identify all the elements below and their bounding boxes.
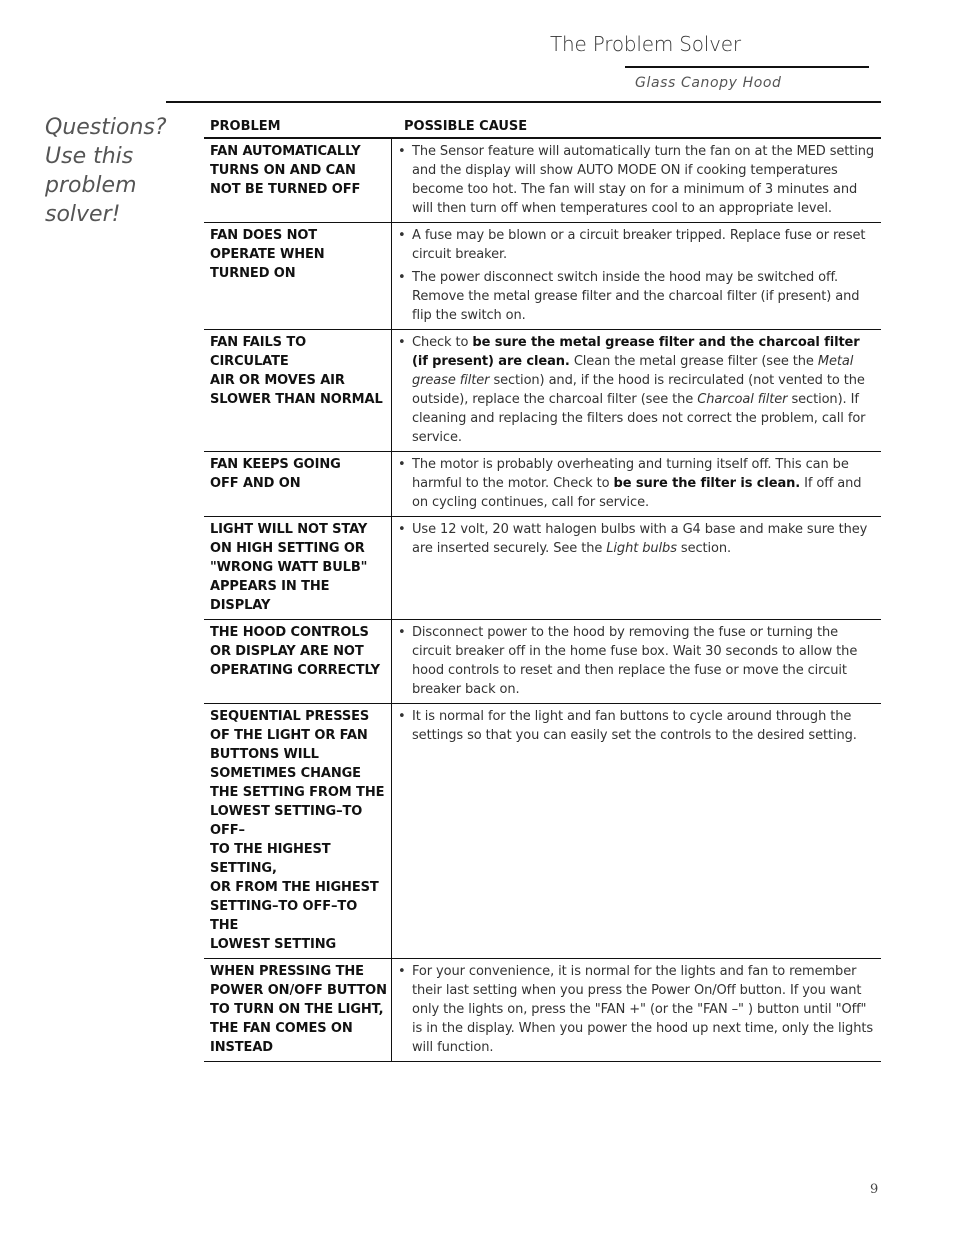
cause-cell: [392, 704, 881, 958]
cause-text: Clean the metal grease filter (see the: [569, 354, 818, 369]
cause-bullet: [398, 520, 877, 558]
column-header-cause: POSSIBLE CAUSE: [404, 119, 528, 134]
cause-text: For your convenience, it is normal for the lights and fan to remember their last setting when you press the Power On/Off button. If you want only the lights on, press the "FAN +" (or the "FAN –" ) button until "Off" is in the display. When you power the hood up next time, only the lights will function.: [412, 964, 874, 1055]
cause-cell: [392, 139, 881, 222]
problem-cell: FAN FAILS TO CIRCULATE AIR OR MOVES AIR SLOWER THAN NORMAL: [204, 330, 392, 451]
sidebar-line: solver!: [45, 202, 121, 227]
table-row: [204, 223, 881, 330]
cause-text: Disconnect power to the hood by removing the fuse or turning the circuit breaker off in the home fuse box. Wait 30 seconds to allow the hood controls to reset and then replace the fuse or move the circuit breaker back on.: [412, 625, 858, 697]
cause-bullet: [398, 268, 877, 325]
cause-cell: [392, 330, 881, 451]
cause-text: The power disconnect switch inside the hood may be switched off. Remove the metal grease filter and the charcoal filter (if present) and flip the switch on.: [412, 270, 860, 323]
cause-bullet: [398, 455, 877, 512]
sidebar-line: Questions?: [45, 115, 167, 140]
cause-text: section) and, if the hood is recirculated (not vented to the outside), replace the charcoal filter (see the: [412, 373, 865, 407]
sidebar-line: Use this: [45, 144, 134, 169]
table-row: [204, 959, 881, 1062]
cause-text: Light bulbs: [606, 541, 677, 556]
cause-text: The motor is probably overheating and turning itself off. This can be harmful to the motor. Check to: [412, 457, 849, 491]
cause-text: Use 12 volt, 20 watt halogen bulbs with a G4 base and make sure they are inserted securely. See the: [412, 522, 868, 556]
problem-cell: SEQUENTIAL PRESSES OF THE LIGHT OR FAN BUTTONS WILL SOMETIMES CHANGE THE SETTING FROM THE LOWEST SETTING–TO OFF– TO THE HIGHEST SETTING, OR FROM THE HIGHEST SETTING–TO OFF–TO THE LOWEST SETTING: [204, 704, 392, 958]
problem-cell: FAN AUTOMATICALLY TURNS ON AND CAN NOT BE TURNED OFF: [204, 139, 392, 222]
cause-text: be sure the filter is clean.: [613, 476, 801, 491]
cause-bullet: [398, 623, 877, 699]
cause-bullet: [398, 142, 877, 218]
cause-text: If off and on cycling continues, call for service.: [412, 476, 862, 510]
cause-text: A fuse may be blown or a circuit breaker tripped. Replace fuse or reset circuit breaker.: [412, 228, 866, 262]
page-number: 9: [870, 1182, 879, 1197]
cause-text: It is normal for the light and fan buttons to cycle around through the settings so that you can easily set the controls to the desired setting.: [412, 709, 857, 743]
problem-cell: WHEN PRESSING THE POWER ON/OFF BUTTON TO TURN ON THE LIGHT, THE FAN COMES ON INSTEAD: [204, 959, 392, 1061]
cause-text: Check to: [412, 335, 473, 350]
page-subtitle: Glass Canopy Hood: [635, 75, 782, 91]
table-row: [204, 517, 881, 620]
table-row: [204, 139, 881, 223]
cause-bullet: [398, 962, 877, 1057]
page-title: The Problem Solver: [550, 32, 741, 56]
cause-text: Charcoal filter: [697, 392, 788, 407]
cause-text: The Sensor feature will automatically turn the fan on at the MED setting and the display will show AUTO MODE ON if cooking temperatures become too hot. The fan will stay on for a minimum of 3 minutes and will then turn off when temperatures cool to an appropriate level.: [412, 144, 875, 216]
table-row: [204, 704, 881, 959]
column-header-problem: PROBLEM: [210, 119, 281, 134]
table-header: [204, 117, 881, 139]
cause-cell: [392, 517, 881, 619]
cause-bullet: [398, 226, 877, 264]
cause-text: section.: [676, 541, 732, 556]
problem-cell: FAN KEEPS GOING OFF AND ON: [204, 452, 392, 516]
cause-cell: [392, 620, 881, 703]
sidebar-line: problem: [45, 173, 137, 198]
problem-cell: LIGHT WILL NOT STAY ON HIGH SETTING OR "WRONG WATT BULB" APPEARS IN THE DISPLAY: [204, 517, 392, 619]
problem-solver-table: [204, 117, 881, 1062]
problem-cell: FAN DOES NOT OPERATE WHEN TURNED ON: [204, 223, 392, 329]
title-rule: [625, 66, 869, 68]
cause-text: Metal grease filter: [412, 354, 854, 388]
cause-cell: [392, 452, 881, 516]
top-rule: [166, 101, 881, 103]
cause-cell: [392, 959, 881, 1061]
cause-cell: [392, 223, 881, 329]
table-row: [204, 620, 881, 704]
table-row: [204, 330, 881, 452]
cause-bullet: [398, 707, 877, 745]
cause-text: be sure the metal grease filter and the charcoal filter (if present) are clean.: [412, 335, 860, 369]
sidebar-callout: [45, 113, 170, 229]
cause-bullet: [398, 333, 877, 447]
cause-text: section). If cleaning and replacing the filters does not correct the problem, call for service.: [412, 392, 866, 445]
table-body: [204, 139, 881, 1062]
table-row: [204, 452, 881, 517]
problem-cell: THE HOOD CONTROLS OR DISPLAY ARE NOT OPERATING CORRECTLY: [204, 620, 392, 703]
